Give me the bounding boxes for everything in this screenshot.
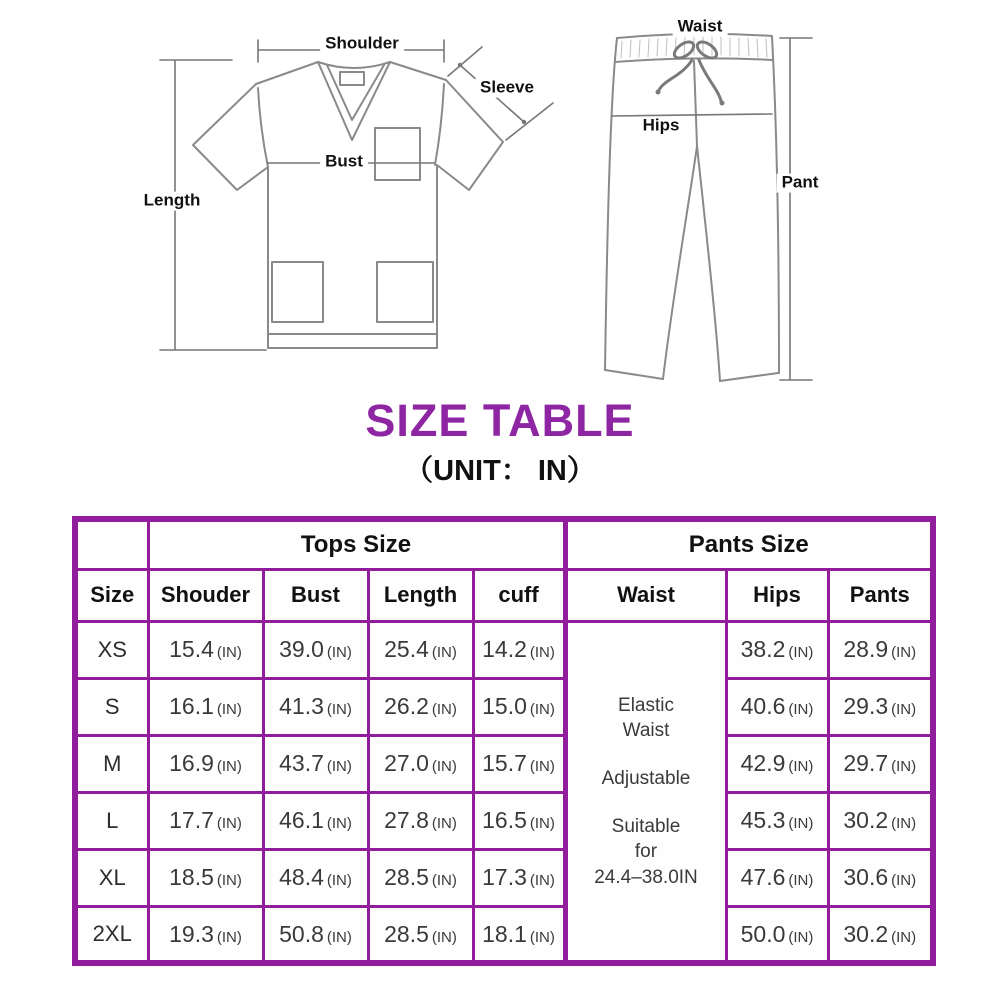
cell-bust [263, 678, 368, 735]
sleeve-dim-start-dot [458, 63, 462, 67]
cell-pants [828, 621, 933, 678]
cell-hips [726, 849, 828, 906]
unit-label: (IN) [529, 644, 555, 662]
unit-label: (IN) [788, 758, 814, 776]
unit-label: (IN) [529, 758, 555, 776]
length-label: Length [139, 192, 206, 211]
cell-hips [726, 735, 828, 792]
pant-label: Pant [777, 174, 824, 193]
cell-bust [263, 906, 368, 963]
unit-label: (IN) [788, 928, 814, 946]
col-header-size: Size [75, 569, 148, 621]
pants-size-group-header: Pants Size [565, 519, 933, 569]
measurement-diagrams [0, 0, 1000, 392]
drawstring-cord-left [659, 60, 692, 90]
unit-label: (IN) [529, 701, 555, 719]
unit-label: (IN) [788, 872, 814, 890]
left-armhole-seam [258, 88, 268, 167]
value: 47.6 [740, 864, 786, 891]
value: 18.1 [482, 920, 527, 947]
value: 17.3 [482, 864, 527, 891]
cell-bust [263, 792, 368, 849]
unit-label: (IN) [326, 644, 352, 662]
col-header-cuff: cuff [473, 569, 565, 621]
scrub-top-drawing [193, 62, 503, 348]
cell-pants [828, 735, 933, 792]
hips-label: Hips [638, 117, 685, 136]
cell-bust [263, 735, 368, 792]
unit-label: (IN) [891, 644, 917, 662]
value: 38.2 [740, 636, 786, 663]
value: 30.6 [843, 864, 889, 891]
unit-label: (IN) [431, 644, 457, 662]
unit-label: (IN) [326, 872, 352, 890]
shirt-outline-path [193, 62, 503, 348]
table-row-l [75, 792, 933, 849]
cell-cuff [473, 792, 565, 849]
unit-label: (IN) [216, 872, 242, 890]
cell-bust [263, 621, 368, 678]
table-row-m [75, 735, 933, 792]
unit-label: (IN) [891, 928, 917, 946]
value: 15.0 [482, 693, 527, 720]
cell-shoulder [148, 906, 263, 963]
cell-length [368, 735, 473, 792]
unit-label: (IN) [788, 701, 814, 719]
value: 16.5 [482, 807, 527, 834]
pants-right-inseam [697, 146, 720, 381]
cell-size: XL [75, 849, 148, 906]
value: 45.3 [740, 807, 786, 834]
unit-label: (IN) [788, 644, 814, 662]
table-row-xs [75, 621, 933, 678]
waist-label: Waist [673, 18, 728, 37]
value: 26.2 [384, 693, 429, 720]
page-title: SIZE TABLE [365, 395, 635, 446]
col-header-waist: Waist [565, 569, 726, 621]
shoulder-label: Shoulder [320, 35, 404, 54]
unit-label: (IN) [326, 701, 352, 719]
sleeve-dim-end-dot [522, 120, 526, 124]
cell-shoulder [148, 621, 263, 678]
cell-bust [263, 849, 368, 906]
cell-hips [726, 906, 828, 963]
pants-left-outseam [605, 38, 617, 370]
pants-left-hem [605, 370, 663, 379]
chest-pocket [375, 128, 420, 180]
value: 41.3 [279, 693, 324, 720]
pants-fly-line [694, 61, 697, 146]
value: 19.3 [169, 920, 214, 947]
cell-size: S [75, 678, 148, 735]
value: 50.0 [740, 920, 786, 947]
cell-size: 2XL [75, 906, 148, 963]
bust-label: Bust [320, 153, 368, 172]
table-row-2xl [75, 906, 933, 963]
col-header-length: Length [368, 569, 473, 621]
value: 48.4 [279, 864, 324, 891]
drawstring-tip-right [720, 101, 725, 106]
cell-cuff [473, 678, 565, 735]
cell-cuff [473, 621, 565, 678]
value: 46.1 [279, 807, 324, 834]
column-header-row [75, 569, 933, 621]
unit-note: （UNIT： IN） [404, 455, 596, 487]
cell-hips [726, 678, 828, 735]
unit-label: (IN) [216, 701, 242, 719]
unit-label: (IN) [891, 815, 917, 833]
cell-cuff [473, 849, 565, 906]
elastic-waist-note-cell [565, 621, 726, 963]
unit-label: (IN) [431, 758, 457, 776]
value: 17.7 [169, 807, 214, 834]
sleeve-label: Sleeve [475, 79, 539, 98]
unit-label: (IN) [891, 872, 917, 890]
value: 50.8 [279, 920, 324, 947]
drawstring-cord-right [699, 60, 721, 101]
unit-label: (IN) [788, 815, 814, 833]
hips-dim-line [612, 114, 772, 116]
lower-pocket-left [272, 262, 323, 322]
waist-note-line: Suitable [611, 815, 681, 837]
drawstring-tip-left [656, 90, 661, 95]
unit-label: (IN) [431, 928, 457, 946]
value: 15.4 [169, 636, 214, 663]
cell-size: L [75, 792, 148, 849]
drawstring [656, 39, 725, 106]
cell-shoulder [148, 678, 263, 735]
cell-shoulder [148, 849, 263, 906]
value: 18.5 [169, 864, 214, 891]
cell-size: XS [75, 621, 148, 678]
pants-dimension-lines [612, 38, 812, 380]
value: 43.7 [279, 750, 324, 777]
col-header-hips: Hips [726, 569, 828, 621]
cell-cuff [473, 906, 565, 963]
cell-length [368, 621, 473, 678]
cell-length [368, 792, 473, 849]
cell-length [368, 906, 473, 963]
waist-note-line: Elastic [618, 694, 674, 716]
unit-label: (IN) [216, 815, 242, 833]
right-armhole-seam [435, 84, 444, 165]
col-header-shoulder: Shouder [148, 569, 263, 621]
cell-cuff [473, 735, 565, 792]
value: 42.9 [740, 750, 786, 777]
unit-label: (IN) [431, 815, 457, 833]
value: 27.0 [384, 750, 429, 777]
unit-label: (IN) [326, 815, 352, 833]
unit-label: (IN) [529, 872, 555, 890]
unit-label: (IN) [216, 758, 242, 776]
cell-length [368, 849, 473, 906]
unit-label: (IN) [529, 928, 555, 946]
unit-label: (IN) [216, 644, 242, 662]
cell-length [368, 678, 473, 735]
collar-tag [340, 72, 364, 85]
unit-label: (IN) [326, 758, 352, 776]
cell-hips [726, 621, 828, 678]
value: 28.9 [843, 636, 889, 663]
value: 14.2 [482, 636, 527, 663]
cell-pants [828, 792, 933, 849]
value: 15.7 [482, 750, 527, 777]
pants-right-outseam [772, 37, 779, 373]
waist-note-line: Adjustable [601, 767, 691, 789]
cell-shoulder [148, 792, 263, 849]
value: 30.2 [843, 920, 889, 947]
pants-left-inseam [663, 146, 697, 379]
unit-label: (IN) [529, 815, 555, 833]
unit-label: (IN) [216, 928, 242, 946]
table-row-s [75, 678, 933, 735]
group-header-row [75, 519, 933, 569]
corner-empty-cell [75, 519, 148, 569]
value: 16.1 [169, 693, 214, 720]
value: 25.4 [384, 636, 429, 663]
value: 29.7 [843, 750, 889, 777]
cell-pants [828, 906, 933, 963]
unit-label: (IN) [891, 758, 917, 776]
cell-size: M [75, 735, 148, 792]
lower-pocket-right [377, 262, 433, 322]
value: 30.2 [843, 807, 889, 834]
waist-note-line: Waist [622, 720, 670, 742]
cell-pants [828, 678, 933, 735]
col-header-pants: Pants [828, 569, 933, 621]
tops-size-group-header: Tops Size [148, 519, 565, 569]
cell-hips [726, 792, 828, 849]
value: 39.0 [279, 636, 324, 663]
value: 29.3 [843, 693, 889, 720]
waist-note-line: 24.4–38.0IN [594, 866, 698, 888]
size-table [72, 516, 936, 966]
unit-label: (IN) [431, 701, 457, 719]
scrub-pants-drawing [605, 34, 779, 381]
value: 28.5 [384, 864, 429, 891]
col-header-bust: Bust [263, 569, 368, 621]
unit-label: (IN) [431, 872, 457, 890]
unit-label: (IN) [891, 701, 917, 719]
unit-label: (IN) [326, 928, 352, 946]
pants-right-hem [720, 373, 778, 381]
table-row-xl [75, 849, 933, 906]
value: 28.5 [384, 920, 429, 947]
value: 40.6 [740, 693, 786, 720]
value: 27.8 [384, 807, 429, 834]
cell-shoulder [148, 735, 263, 792]
value: 16.9 [169, 750, 214, 777]
pant-dim-line [780, 38, 812, 380]
cell-pants [828, 849, 933, 906]
waist-note-line: for [634, 841, 658, 863]
